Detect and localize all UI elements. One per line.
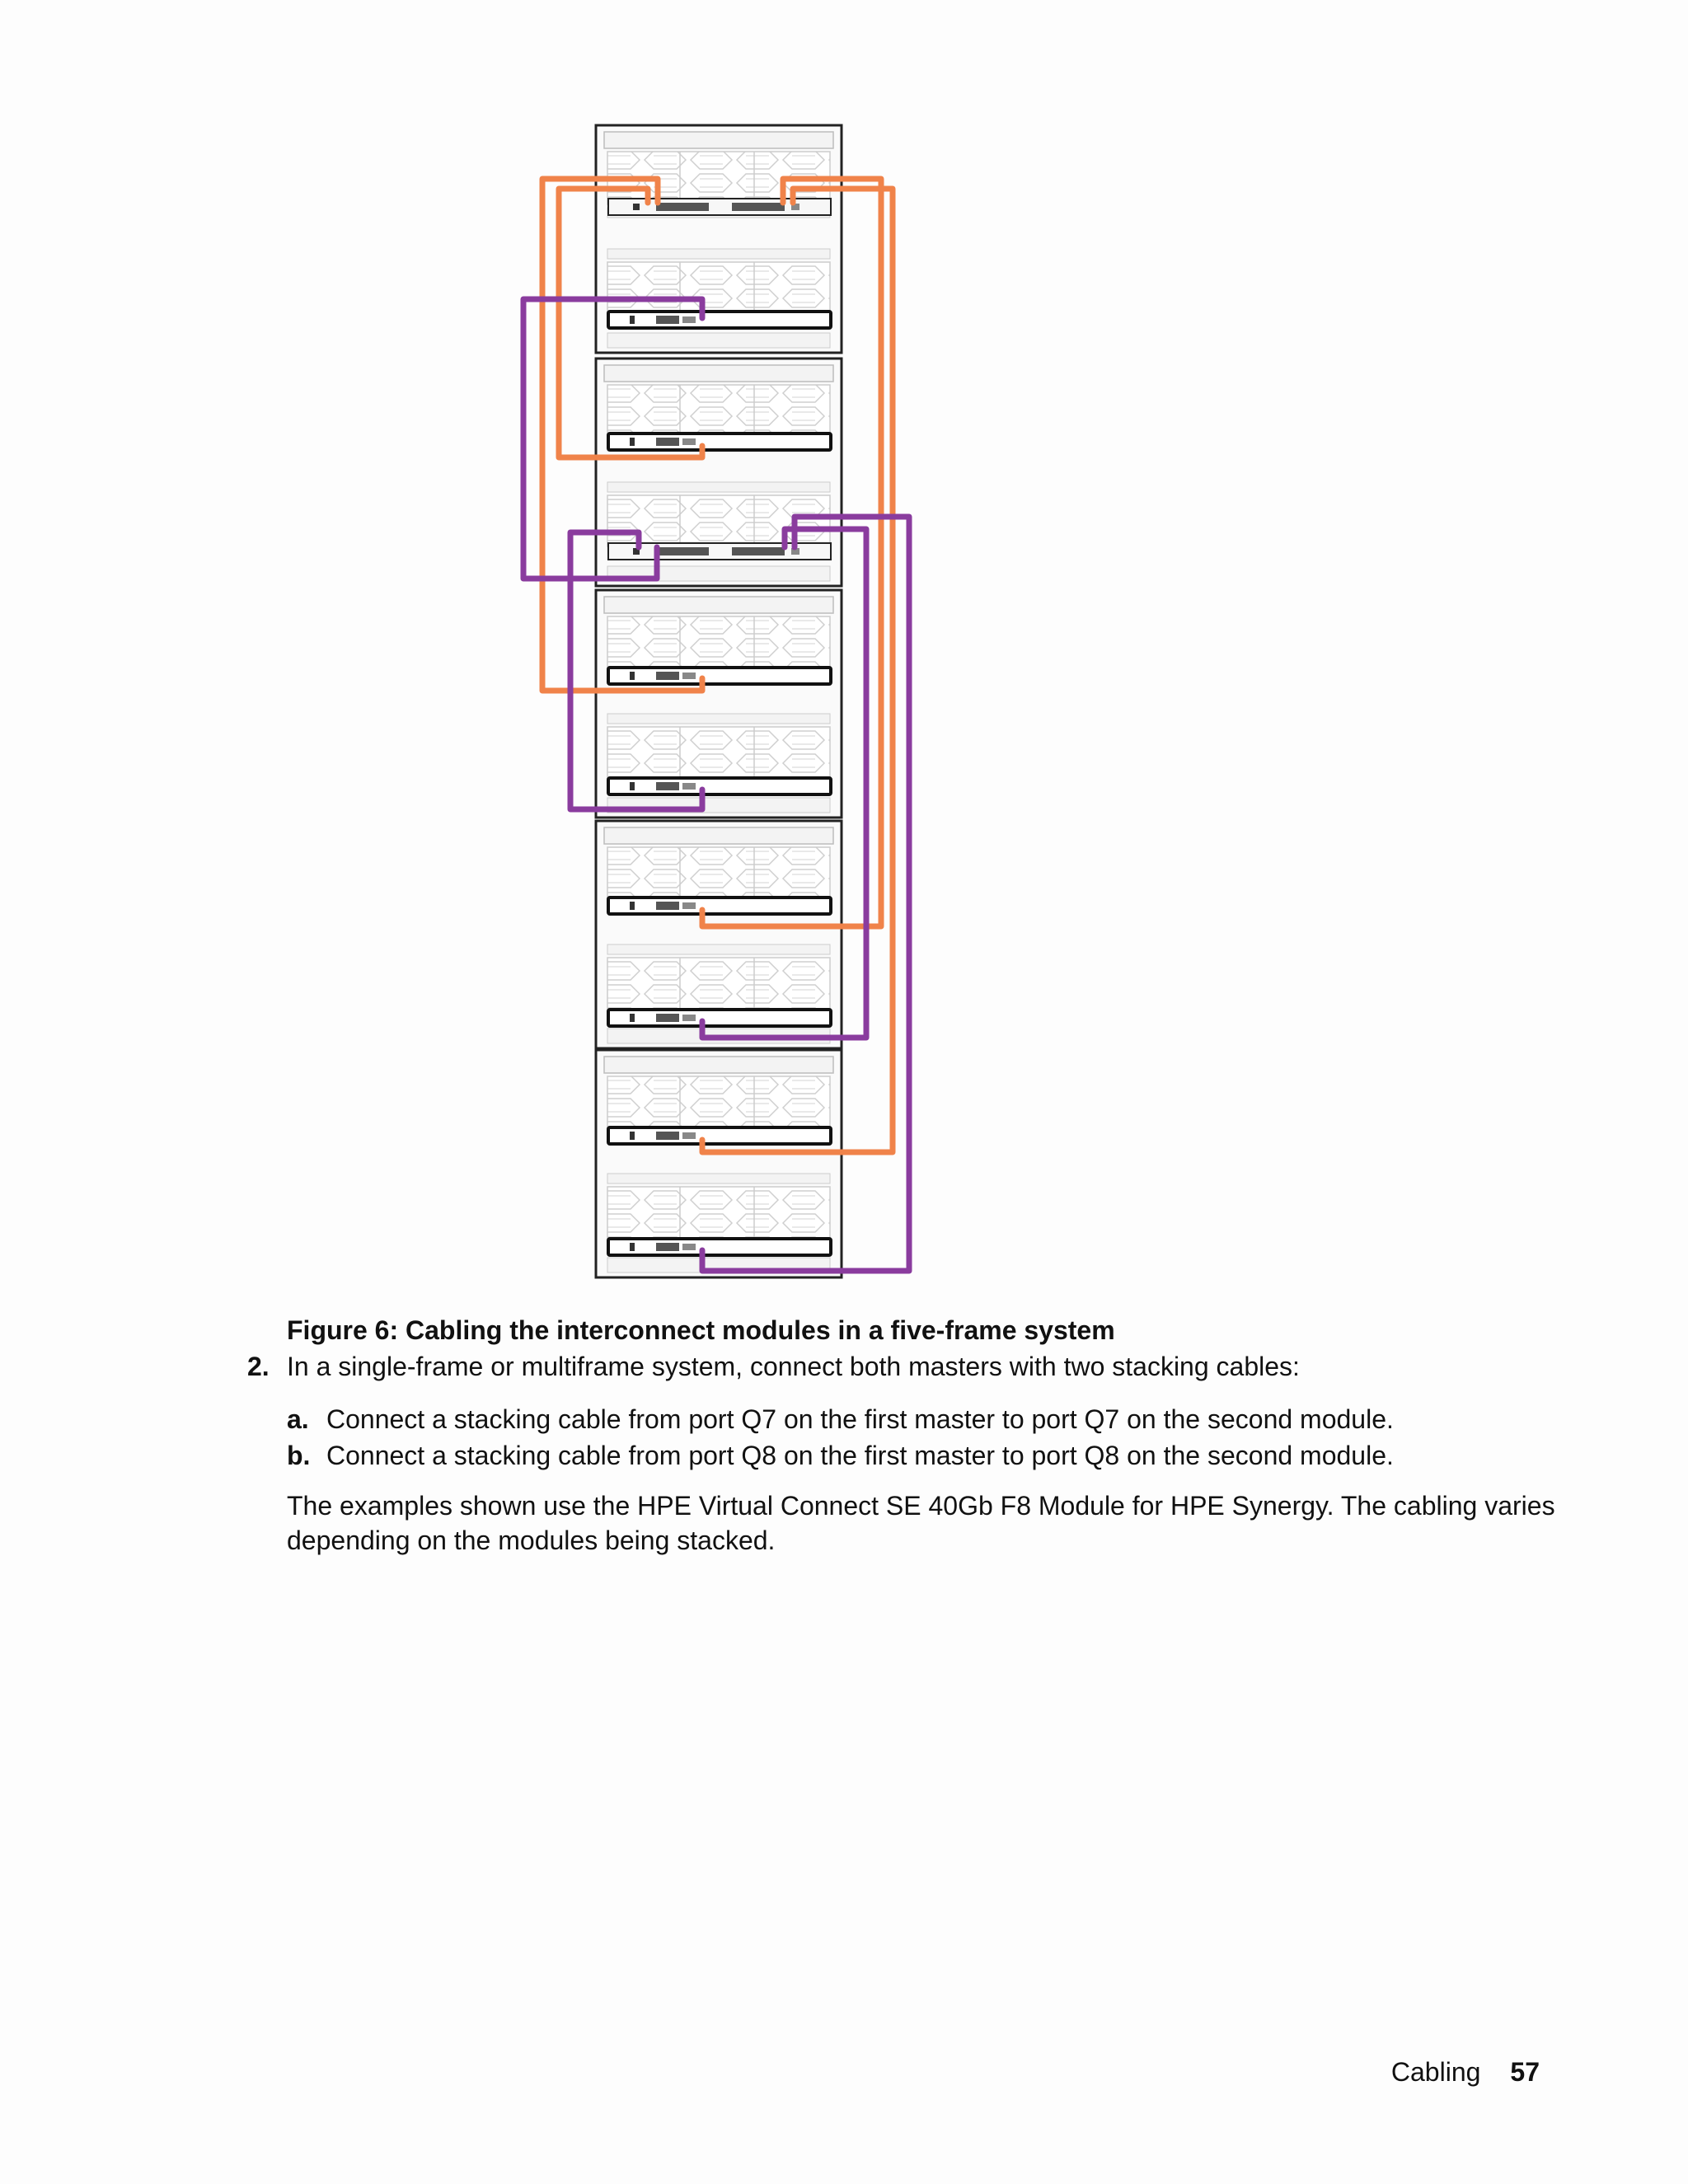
substep-text: Connect a stacking cable from port Q7 on the first master to port Q7 on the second module.	[326, 1404, 1394, 1434]
substep-b	[287, 1437, 1394, 1474]
interconnect-module	[608, 434, 831, 450]
interconnect-module	[608, 898, 831, 914]
substep-list	[287, 1401, 1394, 1474]
substep-letter: a.	[287, 1404, 309, 1434]
substep-a	[287, 1401, 1394, 1437]
figure-caption: Figure 6: Cabling the interconnect modules in a five-frame system	[287, 1315, 1115, 1345]
interconnect-module	[608, 1127, 831, 1144]
substep-letter: b.	[287, 1441, 311, 1470]
interconnect-module	[608, 668, 831, 684]
page-number: 57	[1510, 2057, 1540, 2087]
page-footer	[1391, 2055, 1540, 2088]
footer-section: Cabling	[1390, 2057, 1481, 2087]
interconnect-module	[608, 1010, 831, 1026]
interconnect-module	[608, 778, 831, 794]
step-2	[247, 1350, 1300, 1383]
step-text: In a single-frame or multiframe system, connect both masters with two stacking cables:	[287, 1352, 1300, 1381]
master-module-1	[608, 199, 831, 215]
substep-text: Connect a stacking cable from port Q8 on the first master to port Q8 on the second module.	[326, 1441, 1394, 1470]
step-number: 2.	[247, 1352, 270, 1381]
step-note: The examples shown use the HPE Virtual Connect SE 40Gb F8 Module for HPE Synergy. The cabling varies depending on the modules being stacked.	[287, 1491, 1555, 1555]
interconnect-module	[608, 1239, 831, 1255]
interconnect-module	[608, 312, 831, 328]
